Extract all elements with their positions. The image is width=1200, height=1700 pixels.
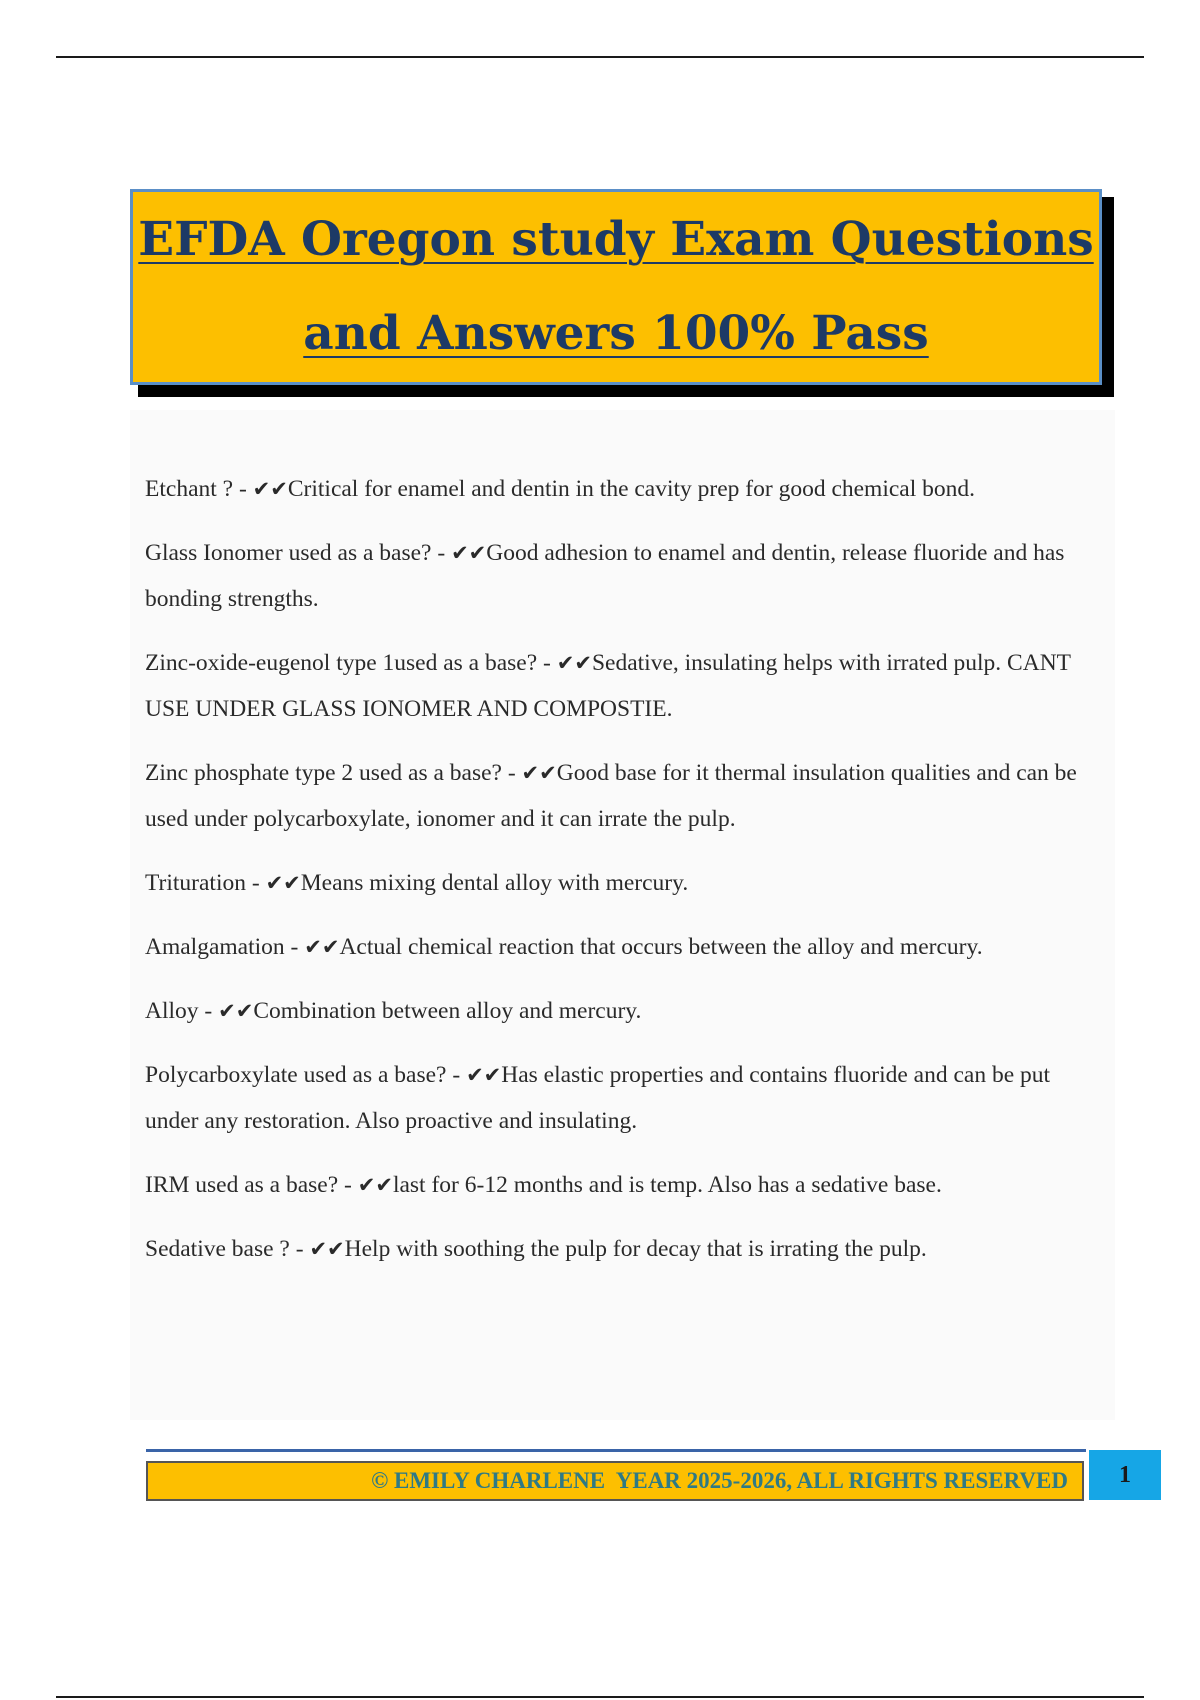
- question-text: Polycarboxylate used as a base? -: [145, 1062, 467, 1088]
- page-number-badge: [1089, 1450, 1161, 1500]
- double-check-icon: ✔✔: [218, 999, 254, 1023]
- qa-item: [145, 1226, 1095, 1272]
- copyright-text: © EMILY CHARLENE YEAR 2025-2026, ALL RIGHTS RESERVED: [371, 1468, 1068, 1493]
- qa-item: [145, 640, 1095, 732]
- answer-text: Actual chemical reaction that occurs between the alloy and mercury.: [339, 934, 983, 960]
- double-check-icon: ✔✔: [265, 871, 301, 895]
- double-check-icon: ✔✔: [252, 477, 288, 501]
- question-text: Sedative base ? -: [145, 1236, 310, 1262]
- double-check-icon: ✔✔: [466, 1063, 502, 1087]
- question-text: Glass Ionomer used as a base? -: [145, 540, 452, 566]
- qa-item: [145, 924, 1095, 970]
- question-text: Amalgamation -: [145, 934, 305, 960]
- double-check-icon: ✔✔: [556, 651, 592, 675]
- question-text: Zinc phosphate type 2 used as a base? -: [145, 760, 522, 786]
- double-check-icon: ✔✔: [309, 1237, 345, 1261]
- double-check-icon: ✔✔: [521, 761, 557, 785]
- qa-list: [145, 466, 1095, 1290]
- double-check-icon: ✔✔: [304, 935, 340, 959]
- answer-text: last for 6-12 months and is temp. Also has a sedative base.: [392, 1172, 942, 1198]
- qa-item: [145, 466, 1095, 512]
- qa-item: [145, 1162, 1095, 1208]
- answer-text: Has elastic properties and contains fluoride and can be put under any restoration. Also proactive and insulating.: [145, 1062, 1051, 1134]
- question-text: Etchant ? -: [145, 476, 253, 502]
- question-text: Trituration -: [145, 870, 266, 896]
- answer-text: Good base for it thermal insulation qualities and can be used under polycarboxylate, ionomer and it can irrate the pulp.: [145, 760, 1077, 832]
- answer-text: Help with soothing the pulp for decay that is irrating the pulp.: [344, 1236, 927, 1262]
- answer-text: Sedative, insulating helps with irrated pulp. CANT USE UNDER GLASS IONOMER AND COMPOSTIE.: [145, 650, 1071, 722]
- double-check-icon: ✔✔: [451, 541, 487, 565]
- bottom-rule: [56, 1696, 1144, 1698]
- top-rule: [56, 56, 1144, 58]
- page-number: 1: [1119, 1461, 1131, 1488]
- qa-item: [145, 860, 1095, 906]
- answer-text: Means mixing dental alloy with mercury.: [300, 870, 689, 896]
- question-text: IRM used as a base? -: [145, 1172, 358, 1198]
- answer-text: Combination between alloy and mercury.: [253, 998, 642, 1024]
- answer-text: Critical for enamel and dentin in the cavity prep for good chemical bond.: [287, 476, 976, 502]
- qa-item: [145, 988, 1095, 1034]
- qa-item: [145, 750, 1095, 842]
- question-text: Alloy -: [145, 998, 219, 1024]
- document-title-box: [130, 189, 1102, 385]
- answer-text: Good adhesion to enamel and dentin, release fluoride and has bonding strengths.: [145, 540, 1065, 612]
- qa-item: [145, 1052, 1095, 1144]
- question-text: Zinc-oxide-eugenol type 1used as a base? -: [145, 650, 557, 676]
- document-title-line-2: and Answers 100% Pass: [303, 306, 929, 361]
- footer-rule: [146, 1449, 1086, 1452]
- double-check-icon: ✔✔: [357, 1173, 393, 1197]
- document-title-line-1: EFDA Oregon study Exam Questions: [138, 212, 1094, 267]
- footer-banner: [146, 1461, 1084, 1501]
- qa-item: [145, 530, 1095, 622]
